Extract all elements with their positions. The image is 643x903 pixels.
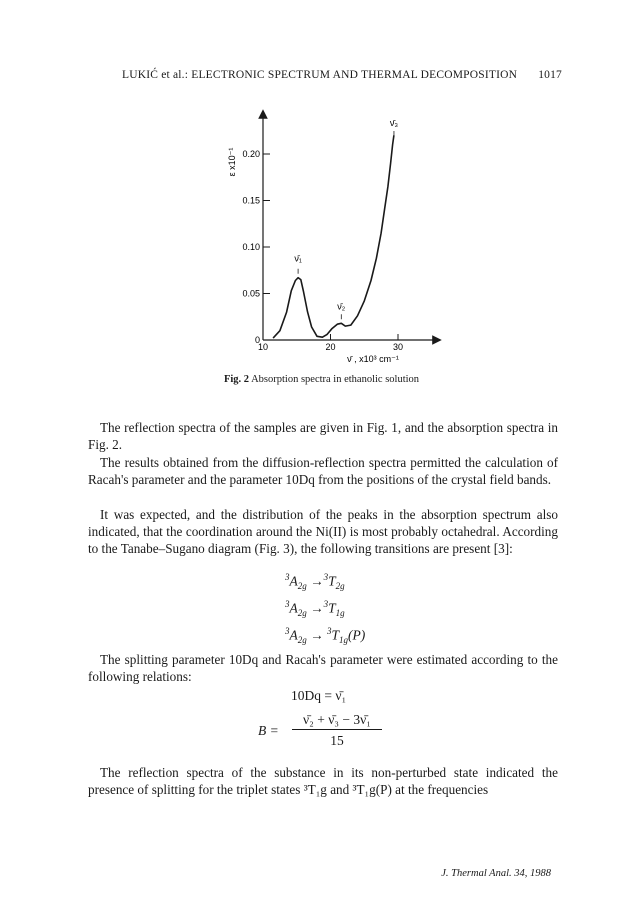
y-tick-label: 0.10 [242,242,260,252]
peak-label: ν̄₂ [337,301,346,312]
absorption-chart [205,100,455,368]
relation-b [258,712,398,752]
x-tick-label: 20 [325,342,336,352]
paragraph-4: The splitting parameter 10Dq and Racah's parameter were estimated according to the following relations: [88,652,558,685]
figure-caption [0,374,643,385]
relation-b-lhs: B = [258,723,279,738]
paragraph-2: The results obtained from the diffusion-reflection spectra permitted the calculation of Racah's parameter and the parameter 10Dq from the positions of the crystal field bands. [88,455,558,488]
fraction-bar [292,729,382,730]
peak-label: ν̄₁ [294,253,302,264]
x-tick-label: 10 [257,342,269,352]
running-header [122,69,562,81]
x-tick-label: 30 [392,342,404,352]
peak-label: ν̄₃ [389,118,399,129]
y-tick-label: 0.20 [242,149,260,159]
relation-10dq: 10Dq = ν̄₁ [291,688,347,703]
paragraph-3: It was expected, and the distribution of the peaks in the absorption spectrum also indicated, that the coordination around the Ni(II) is most probably octahedral. According to the Tanabe–Sugano diagram (Fig. 3), the following transitions are present [3]: [88,507,558,557]
transition-3: $^3A_{2g} \to ^3T_{1g}(P)$ [285,626,366,646]
transition-1: $^3A_{2g} \to^3T_{2g}$ [285,572,345,592]
y-tick-label: 0 [254,335,260,345]
absorption-curve [273,135,394,338]
paragraph-5: The reflection spectra of the substance in its non-perturbed state indicated the presence of splitting for the triplet states ³T₁g and ³T₁g(P) at the frequencies [88,765,558,798]
y-axis-label: ε x10⁻¹ [227,147,237,177]
caption-text: Absorption spectra in ethanolic solution [251,374,420,385]
running-title: LUKIĆ et al.: ELECTRONIC SPECTRUM AND THERMAL DECOMPOSITION [122,69,518,81]
x-axis-label: ν̄ , x10³ cm⁻¹ [347,354,399,364]
relation-b-numerator: ν̄₂ + ν̄₃ − 3ν̄₁ [303,712,371,727]
caption-label: Fig. 2 [223,374,250,385]
figure-2 [205,100,455,373]
page-number: 1017 [538,69,562,81]
transition-2: $^3A_{2g} \to^3T_{1g}$ [285,599,345,619]
y-tick-label: 0.05 [242,288,260,299]
relation-b-denominator: 15 [330,733,344,748]
paragraph-1: The reflection spectra of the samples are given in Fig. 1, and the absorption spectra in Fig. 2. [88,420,558,453]
journal-footer: J. Thermal Anal. 34, 1988 [441,868,551,879]
y-tick-label: 0.15 [242,195,260,206]
